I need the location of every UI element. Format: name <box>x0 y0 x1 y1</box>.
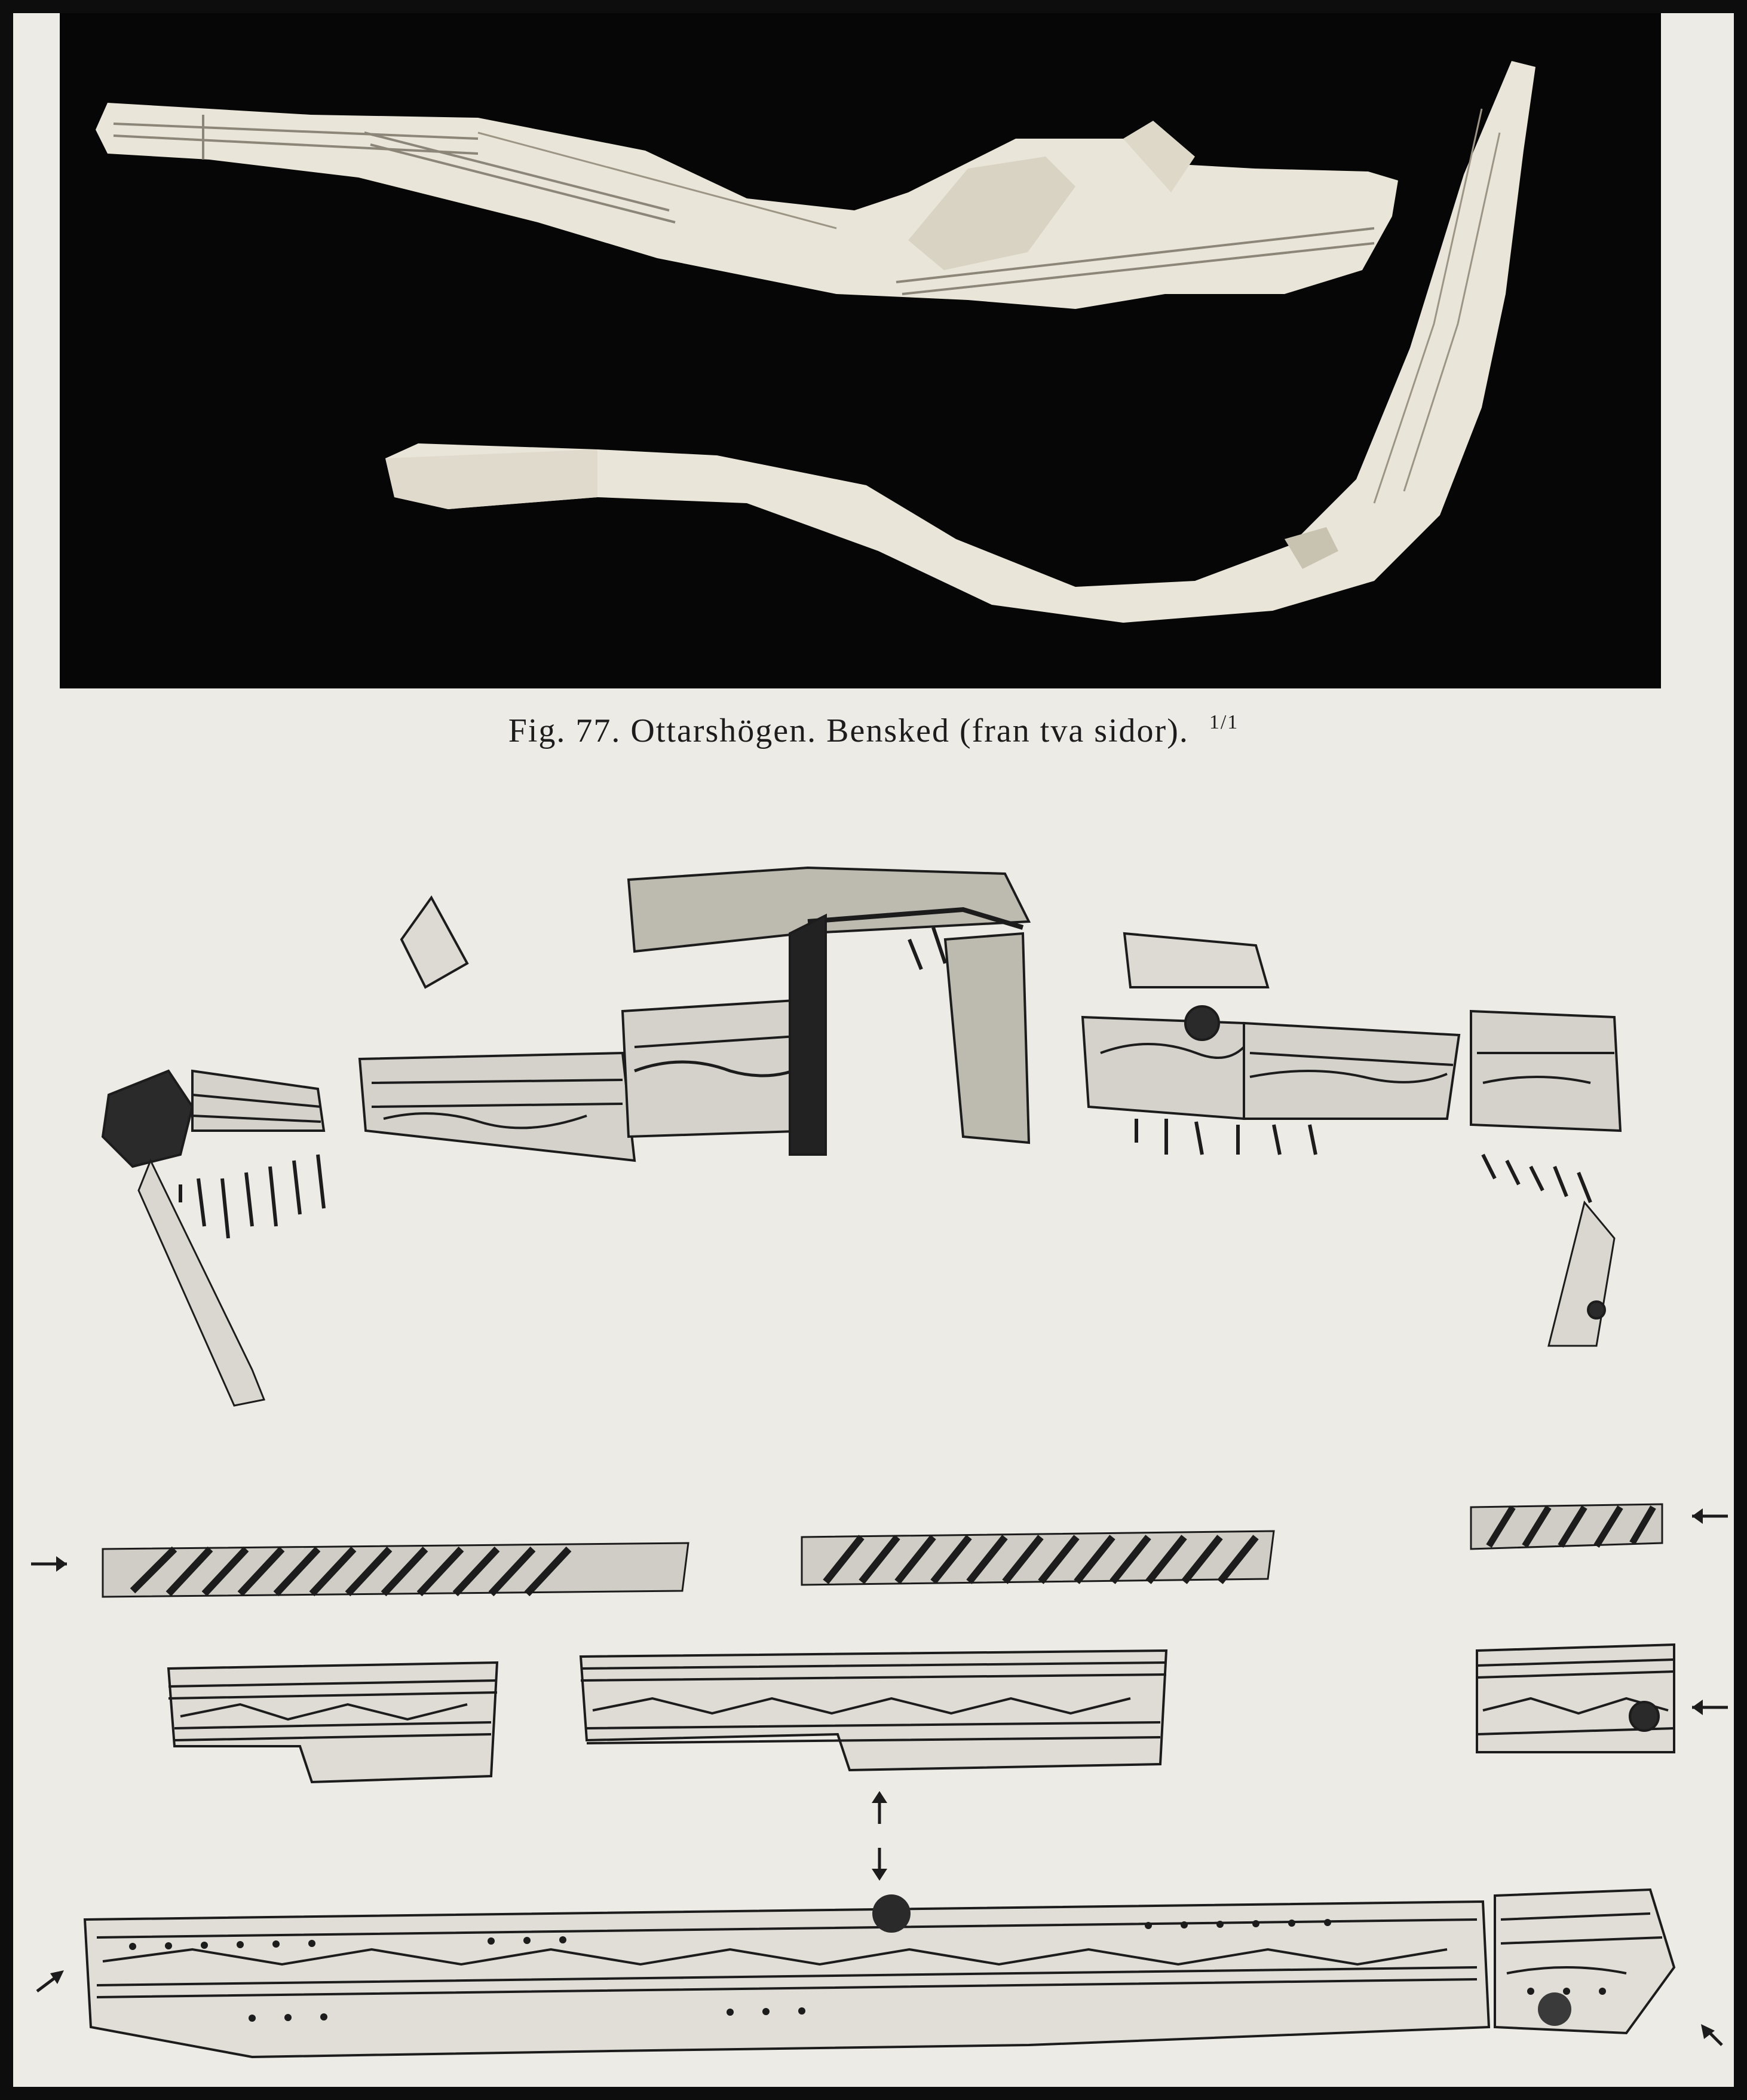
caption-fig-number: Fig. 77. <box>508 712 621 749</box>
photo-panel <box>60 13 1661 688</box>
dotted-plate <box>85 1890 1674 2057</box>
zigzag-plates <box>168 1645 1674 1782</box>
comb-fragments-drawing <box>13 772 1734 2087</box>
twisted-strips <box>103 1504 1662 1597</box>
figure-caption <box>13 711 1734 750</box>
caption-scale: 1/1 <box>1209 711 1239 733</box>
caption-object: Bensked (fran tva sidor). <box>826 712 1189 749</box>
comb-arc <box>103 868 1620 1406</box>
spoon-fragment-upper <box>96 103 1398 309</box>
bone-spoon-photos <box>60 13 1661 688</box>
caption-site: Ottarshögen. <box>630 712 817 749</box>
lantern-slide <box>13 13 1734 2087</box>
